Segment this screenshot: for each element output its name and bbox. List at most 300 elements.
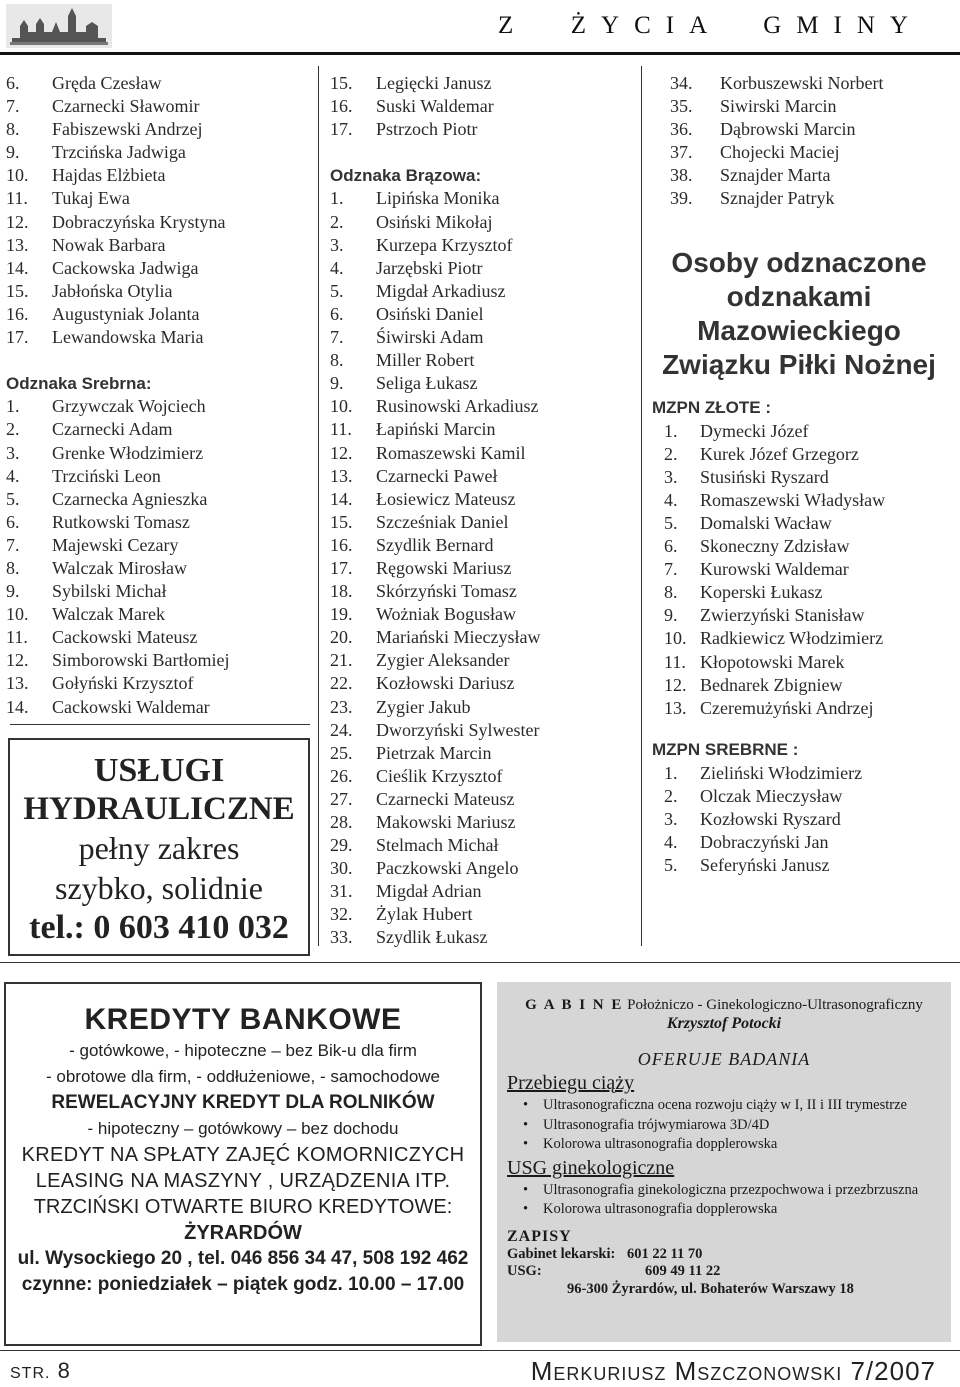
list-item — [330, 280, 630, 303]
list-item — [6, 280, 306, 303]
usg-services — [497, 1181, 951, 1220]
list-item-number: 17. — [330, 119, 353, 140]
list-item-name: Czarnecki Sławomir — [52, 96, 200, 117]
list-item-name: Domalski Wacław — [700, 512, 832, 533]
list-item-name: Gręda Czesław — [52, 73, 162, 93]
list-item-name: Suski Waldemar — [376, 96, 494, 117]
list-item — [6, 418, 306, 441]
list-item — [652, 697, 952, 720]
list-item-number: 9. — [6, 581, 20, 602]
list-item-name: Korbuszewski Norbert — [720, 73, 884, 93]
list-item-name: Szydlik Bernard — [376, 534, 494, 555]
list-item — [330, 534, 630, 557]
list-item — [330, 696, 630, 719]
list-item — [330, 626, 630, 649]
list-item-name: Osiński Mikołaj — [376, 211, 493, 232]
list-item-name: Czarnecki Mateusz — [376, 788, 515, 809]
list-item-number: 10. — [6, 604, 29, 625]
list-item — [6, 603, 306, 626]
list-item — [330, 418, 630, 441]
mzpn-title-line: Związku Piłki Nożnej — [662, 348, 936, 380]
list-item — [330, 742, 630, 765]
list-item — [330, 557, 630, 580]
list-item — [652, 164, 952, 187]
list-item — [330, 488, 630, 511]
list-item-number: 39. — [670, 188, 693, 209]
credit-ad — [4, 982, 482, 1346]
list-item-name: Romaszewski Kamil — [376, 442, 526, 463]
list-item-name: Migdał Adrian — [376, 881, 482, 902]
list-item-name: Dąbrowski Marcin — [720, 119, 856, 140]
mzpn-title — [652, 246, 946, 382]
list-item-number: 8. — [664, 582, 678, 603]
list-item — [330, 257, 630, 280]
list-item-number: 10. — [664, 628, 687, 649]
list-item — [652, 118, 952, 141]
list-item — [6, 118, 306, 141]
credit-ad-line: ŻYRARDÓW — [184, 1222, 302, 1244]
list-item — [652, 762, 952, 785]
list-item-number: 28. — [330, 812, 353, 832]
list-item — [330, 72, 630, 95]
ad-phone: tel.: 0 603 410 032 — [29, 909, 289, 946]
list-item — [330, 603, 630, 626]
mzpn-title-line: Mazowieckiego — [697, 314, 901, 346]
list-item — [652, 604, 952, 627]
list-item — [6, 626, 306, 649]
list-item-name: Simborowski Bartłomiej — [52, 650, 230, 671]
list-item — [6, 580, 306, 603]
list-item-number: 10. — [6, 165, 29, 186]
credit-ad-line: KREDYT NA SPŁATY ZAJĘĆ KOMORNICZYCH — [21, 1144, 465, 1166]
list-item-number: 13. — [330, 465, 353, 486]
list-item — [6, 211, 306, 234]
list-item-number: 13. — [6, 234, 29, 255]
list-item-name: Czarnecki Paweł — [376, 465, 498, 486]
list-item-name: Kłopotowski Marek — [700, 651, 845, 672]
list-item-number: 34. — [670, 73, 693, 93]
list-item-number: 36. — [670, 119, 693, 140]
list-item-name: Trzciński Leon — [52, 465, 161, 486]
section-title: Z ŻYCIA GMINY — [498, 12, 923, 39]
list-item-number: 4. — [6, 465, 20, 486]
mzpn-title-line: odznakami — [726, 280, 872, 312]
list-item — [330, 811, 630, 834]
list-item — [6, 187, 306, 210]
list-item — [330, 580, 630, 603]
list-item-number: 7. — [6, 96, 20, 117]
list-item — [6, 395, 306, 418]
section-usg: USG ginekologiczne — [507, 1156, 675, 1179]
list-item — [330, 187, 630, 210]
credit-ad-line: - gotówkowe, - hipoteczne – bez Bik-u dla firm — [69, 1041, 417, 1060]
list-item-number: 15. — [330, 73, 353, 93]
page-header — [0, 0, 960, 60]
list-item-number: 11. — [6, 627, 28, 648]
list-item-name: Dworzyński Sylwester — [376, 719, 540, 740]
footer-rule — [0, 1350, 960, 1351]
list-item — [652, 627, 952, 650]
list-item-name: Rusinowski Arkadiusz — [376, 396, 539, 417]
list-item-number: 5. — [330, 280, 344, 301]
list-item-number: 10. — [330, 396, 353, 417]
honoree-list — [6, 72, 306, 349]
list-item-name: Legięcki Janusz — [376, 73, 492, 93]
list-item-number: 11. — [330, 419, 352, 440]
list-item — [330, 465, 630, 488]
list-item-number: 38. — [670, 165, 693, 186]
list-item-number: 1. — [6, 396, 20, 417]
list-item-number: 5. — [6, 488, 20, 509]
list-item-number: 18. — [330, 581, 353, 602]
list-item-number: 9. — [6, 142, 20, 163]
list-item — [6, 303, 306, 326]
list-item-number: 12. — [6, 211, 29, 232]
phone-usg — [507, 1263, 951, 1280]
list-item-name: Chojecki Maciej — [720, 142, 840, 163]
ad-line: HYDRAULICZNE — [23, 791, 295, 827]
list-item — [652, 420, 952, 443]
list-item-number: 35. — [670, 96, 693, 117]
zapisy-heading: ZAPISY — [507, 1227, 572, 1245]
page-number — [10, 1358, 71, 1384]
list-item-number: 14. — [330, 488, 353, 509]
list-item — [652, 489, 952, 512]
ad-separator — [10, 724, 310, 725]
list-item — [6, 442, 306, 465]
list-item — [652, 466, 952, 489]
list-item-name: Migdał Arkadiusz — [376, 280, 506, 301]
list-item — [330, 372, 630, 395]
list-item-name: Szydlik Łukasz — [376, 927, 488, 948]
list-item-number: 5. — [664, 855, 678, 876]
list-item — [330, 719, 630, 742]
list-item-name: Zieliński Włodzimierz — [700, 762, 863, 783]
list-item-name: Walczak Marek — [52, 604, 165, 625]
list-item-name: Tukaj Ewa — [52, 188, 130, 209]
list-item — [6, 557, 306, 580]
honoree-list-brazowa — [330, 187, 630, 949]
list-item-number: 3. — [6, 442, 20, 463]
column-3 — [652, 72, 952, 877]
list-item — [330, 442, 630, 465]
phone-label: Gabinet lekarski: — [507, 1245, 616, 1262]
list-item-name: Kozłowski Dariusz — [376, 673, 515, 694]
list-item — [330, 95, 630, 118]
list-item-number: 6. — [6, 73, 20, 93]
list-item-number: 2. — [330, 211, 344, 232]
list-item — [652, 854, 952, 877]
list-item-number: 12. — [6, 650, 29, 671]
gabinet-heading — [497, 996, 951, 1014]
list-item — [330, 857, 630, 880]
list-item — [6, 511, 306, 534]
service-item: • Kolorowa ultrasonografia dopplerowska — [529, 1200, 951, 1220]
page-prefix: STR. — [10, 1365, 51, 1382]
list-item-number: 37. — [670, 142, 693, 163]
list-item-name: Śiwirski Adam — [376, 327, 484, 348]
list-item-name: Zygier Jakub — [376, 696, 471, 717]
list-item-name: Stelmach Michał — [376, 835, 499, 856]
page-num: 8 — [57, 1358, 71, 1383]
credit-ad-line: czynne: poniedziałek – piątek godz. 10.00 – 17.00 — [21, 1274, 465, 1295]
list-item-number: 26. — [330, 765, 353, 786]
list-item-number: 7. — [6, 534, 20, 555]
section-pregnancy: Przebiegu ciąży — [507, 1072, 635, 1094]
list-item-number: 8. — [6, 557, 20, 578]
list-item-name: Kurek Józef Grzegorz — [700, 443, 859, 464]
gabinet-address: 96-300 Żyrardów, ul. Bohaterów Warszawy 18 — [567, 1280, 854, 1297]
list-item-number: 8. — [6, 119, 20, 140]
list-item-number: 31. — [330, 881, 353, 902]
list-item-number: 6. — [6, 511, 20, 532]
list-item — [330, 834, 630, 857]
list-item-name: Romaszewski Władysław — [700, 489, 886, 510]
list-item-number: 2. — [6, 419, 20, 440]
list-item-name: Czarnecki Adam — [52, 419, 173, 440]
credit-ad-title: KREDYTY BANKOWE — [84, 1003, 402, 1036]
list-item — [6, 534, 306, 557]
list-item — [652, 512, 952, 535]
list-item-name: Czarnecka Agnieszka — [52, 488, 208, 509]
brazowa-heading: Odznaka Brązowa: — [330, 166, 482, 186]
list-item-name: Wożniak Bogusław — [376, 604, 517, 625]
list-item-name: Augustyniak Jolanta — [52, 303, 200, 324]
list-item-number: 2. — [664, 443, 678, 464]
doctor-name: Krzysztof Potocki — [666, 1015, 782, 1032]
list-item — [6, 72, 306, 95]
list-item-name: Szcześniak Daniel — [376, 511, 509, 532]
list-item-name: Siwirski Marcin — [720, 96, 837, 117]
list-item-name: Cieślik Krzysztof — [376, 765, 503, 786]
list-item-name: Radkiewicz Włodzimierz — [700, 628, 884, 649]
list-item — [652, 72, 952, 95]
list-item-name: Zygier Aleksander — [376, 650, 510, 671]
list-item-number: 13. — [664, 697, 687, 718]
list-item — [652, 785, 952, 808]
list-item — [6, 465, 306, 488]
list-item-number: 12. — [330, 442, 353, 463]
ad-line: szybko, solidnie — [55, 870, 263, 906]
list-item — [6, 164, 306, 187]
list-item-number: 4. — [664, 832, 678, 853]
ad-line: USŁUGI — [93, 752, 225, 789]
list-item-number: 15. — [6, 280, 29, 301]
list-item-number: 6. — [330, 303, 344, 324]
credit-ad-line: ul. Wysockiego 20 , tel. 046 856 34 47, 508 192 462 — [17, 1248, 469, 1269]
list-item — [330, 926, 630, 949]
list-item-number: 30. — [330, 858, 353, 879]
list-item — [330, 672, 630, 695]
phone-label: USG: — [507, 1262, 542, 1279]
list-item-name: Jarzębski Piotr — [376, 257, 483, 278]
zlote-heading: MZPN ZŁOTE : — [652, 397, 771, 417]
list-item — [330, 211, 630, 234]
list-item-name: Sznajder Patryk — [720, 188, 835, 209]
service-item: • Kolorowa ultrasonografia dopplerowska — [529, 1135, 951, 1155]
list-item-name: Miller Robert — [376, 350, 475, 371]
list-item-name: Pietrzak Marcin — [376, 742, 492, 763]
ad-line: pełny zakres — [78, 830, 240, 866]
list-item-name: Makowski Mariusz — [376, 812, 516, 832]
list-item-number: 15. — [330, 511, 353, 532]
list-item — [6, 141, 306, 164]
list-item-number: 14. — [6, 257, 29, 278]
list-item — [652, 95, 952, 118]
list-item-name: Czeremużyński Andrzej — [700, 697, 874, 718]
list-item — [6, 672, 306, 695]
list-item-number: 3. — [664, 466, 678, 487]
header-rule — [0, 52, 960, 55]
list-item-number: 27. — [330, 788, 353, 809]
list-item — [330, 349, 630, 372]
list-item — [652, 443, 952, 466]
list-item-number: 21. — [330, 650, 353, 671]
credit-ad-line: - hipoteczny – gotówkowy – bez dochodu — [87, 1119, 399, 1138]
honoree-list — [652, 72, 952, 211]
list-item-name: Hajdas Elżbieta — [52, 165, 166, 186]
list-item-name: Lipińska Monika — [376, 188, 500, 209]
mzpn-title-line: Osoby odznaczone — [671, 246, 927, 278]
list-item-number: 16. — [330, 96, 353, 117]
hydraulic-ad — [8, 738, 310, 956]
list-item — [6, 488, 306, 511]
list-item — [652, 558, 952, 581]
mzpn-zlote-list — [652, 420, 952, 720]
gabinet-type: Położniczo - Ginekologiczno-Ultrasonograficzny — [627, 997, 923, 1013]
service-item: • Ultrasonograficzna ocena rozwoju ciąży w I, II i III trymestrze — [529, 1096, 951, 1116]
list-item-number: 9. — [664, 605, 678, 626]
list-item-number: 32. — [330, 904, 353, 925]
list-item-name: Paczkowski Angelo — [376, 858, 519, 879]
srebrna-heading: Odznaka Srebrna: — [6, 374, 152, 394]
list-item — [6, 326, 306, 349]
list-item-name: Lewandowska Maria — [52, 327, 204, 348]
list-item — [330, 234, 630, 257]
phone-number: 601 22 11 70 — [627, 1245, 703, 1262]
list-item-number: 29. — [330, 835, 353, 856]
list-item-name: Żylak Hubert — [376, 904, 473, 925]
list-item-name: Łapiński Marcin — [376, 419, 496, 440]
list-item — [6, 234, 306, 257]
service-item: • Ultrasonografia ginekologiczna przezpochwowa i przezbrzuszna — [529, 1181, 951, 1201]
page-footer — [0, 1350, 960, 1384]
credit-ad-line: - obrotowe dla firm, - oddłużeniowe, - samochodowe — [45, 1067, 441, 1086]
town-skyline-logo-icon — [6, 4, 112, 48]
list-item — [652, 808, 952, 831]
list-item-number: 19. — [330, 604, 353, 625]
honoree-list-srebrna — [6, 395, 306, 718]
list-item-name: Koperski Łukasz — [700, 582, 823, 603]
column-divider — [318, 66, 319, 946]
list-item-name: Sybilski Michał — [52, 581, 167, 602]
list-item — [652, 674, 952, 697]
list-item-name: Dymecki Józef — [700, 420, 809, 441]
list-item — [6, 649, 306, 672]
list-item-number: 23. — [330, 696, 353, 717]
list-item-number: 9. — [330, 373, 344, 394]
list-item-number: 7. — [664, 559, 678, 580]
list-item-name: Mariański Mieczysław — [376, 627, 541, 648]
list-item-name: Cackowski Mateusz — [52, 627, 198, 648]
list-item-number: 1. — [330, 188, 344, 209]
list-item-number: 17. — [330, 557, 353, 578]
list-item — [330, 788, 630, 811]
gabinet-ad — [497, 982, 951, 1342]
credit-ad-lines — [6, 1038, 480, 1298]
list-item-name: Nowak Barbara — [52, 234, 166, 255]
column-2 — [330, 72, 630, 950]
list-item-name: Dobraczyńska Krystyna — [52, 211, 226, 232]
offer-heading: OFERUJE BADANIA — [637, 1049, 811, 1069]
list-item — [652, 831, 952, 854]
list-item — [6, 696, 306, 719]
list-item-number: 3. — [664, 808, 678, 829]
pregnancy-services — [497, 1096, 951, 1155]
credit-ad-line: LEASING NA MASZYNY , URZĄDZENIA ITP. — [35, 1170, 451, 1192]
list-item — [652, 651, 952, 674]
list-item-number: 17. — [6, 327, 29, 348]
list-item — [330, 303, 630, 326]
srebrne-heading: MZPN SREBRNE : — [652, 739, 799, 759]
list-item-name: Stusiński Ryszard — [700, 466, 829, 487]
list-item-name: Dobraczyński Jan — [700, 832, 829, 853]
phone-gabinet — [507, 1246, 951, 1263]
list-item-number: 25. — [330, 742, 353, 763]
list-item — [330, 649, 630, 672]
list-item-name: Kurowski Waldemar — [700, 559, 849, 580]
list-item-name: Cackowska Jadwiga — [52, 257, 199, 278]
list-item-name: Grzywczak Wojciech — [52, 396, 206, 417]
list-item-number: 12. — [664, 674, 687, 695]
list-item-number: 7. — [330, 327, 344, 348]
list-item — [6, 257, 306, 280]
list-item-name: Skoneczny Zdzisław — [700, 536, 850, 557]
list-item-name: Osiński Daniel — [376, 303, 484, 324]
list-item — [652, 581, 952, 604]
column-divider — [641, 66, 642, 946]
list-item-name: Kozłowski Ryszard — [700, 808, 841, 829]
phone-number: 609 49 11 22 — [645, 1262, 721, 1279]
list-item-name: Łosiewicz Mateusz — [376, 488, 516, 509]
list-item-number: 1. — [664, 762, 678, 783]
list-item-name: Walczak Mirosław — [52, 557, 187, 578]
gabinet-label: G A B I N E — [525, 997, 624, 1013]
list-item-number: 13. — [6, 673, 29, 694]
list-item-number: 4. — [330, 257, 344, 278]
magazine-title: Merkuriusz Mszczonowski 7/2007 — [530, 1356, 936, 1386]
list-item-number: 16. — [6, 303, 29, 324]
column-1 — [6, 72, 306, 719]
list-item-name: Kurzepa Krzysztof — [376, 234, 513, 255]
list-item — [330, 880, 630, 903]
list-item-number: 22. — [330, 673, 353, 694]
list-item-name: Seliga Łukasz — [376, 373, 478, 394]
list-item-number: 1. — [664, 420, 678, 441]
list-item-name: Rutkowski Tomasz — [52, 511, 190, 532]
list-item-number: 24. — [330, 719, 353, 740]
section-rule — [0, 962, 960, 963]
list-item-name: Gołyński Krzysztof — [52, 673, 194, 694]
list-item — [330, 511, 630, 534]
honoree-list — [330, 72, 630, 141]
list-item-number: 6. — [664, 536, 678, 557]
list-item — [652, 535, 952, 558]
list-item-name: Zwierzyński Stanisław — [700, 605, 865, 626]
list-item-number: 3. — [330, 234, 344, 255]
list-item-number: 20. — [330, 627, 353, 648]
list-item-name: Cackowski Waldemar — [52, 696, 210, 717]
